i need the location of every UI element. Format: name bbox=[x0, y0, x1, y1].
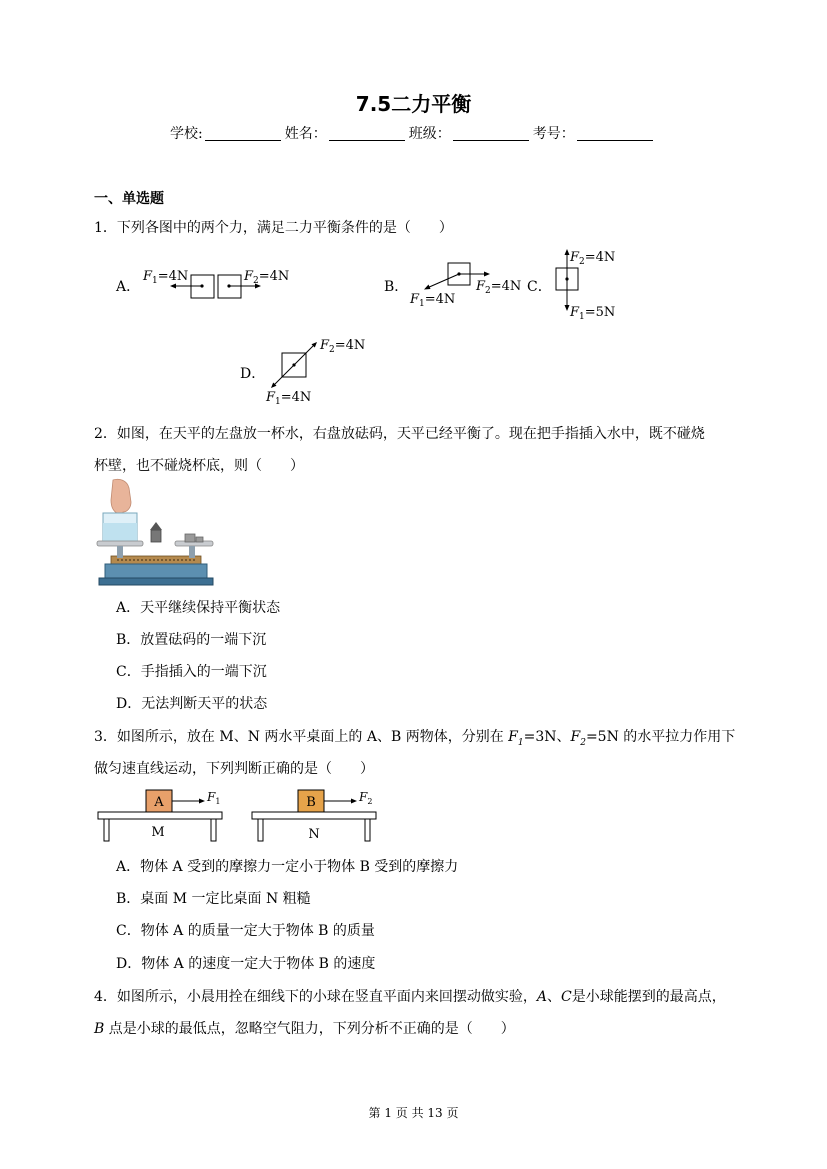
q3-diagram bbox=[96, 784, 382, 844]
table-m bbox=[98, 812, 222, 819]
school-label: 学校: bbox=[170, 126, 203, 142]
table-m-label: M bbox=[151, 825, 165, 840]
class-label: 班级： bbox=[408, 126, 451, 142]
fig-f1: $F_1$ bbox=[207, 790, 221, 806]
q3-stem-line1: 3．如图所示，放在 M、N 两水平桌面上的 A、B 两物体，分别在 $F_1=3N$、$F_2=5N$ 的水平拉力作用下 bbox=[94, 729, 736, 748]
block-a-label: A bbox=[154, 795, 164, 810]
q4-stem-line2: B 点是小球的最低点，忽略空气阻力，下列分析不正确的是（ ） bbox=[94, 1021, 515, 1037]
school-blank bbox=[205, 126, 281, 141]
q1-d-f2: $F_2=4N$ bbox=[320, 338, 366, 355]
q1-option-a-label: A． bbox=[116, 279, 141, 295]
q1-stem: 1．下列各图中的两个力，满足二力平衡条件的是（ ） bbox=[94, 220, 453, 236]
block-b-label: B bbox=[306, 795, 316, 810]
q1-a-f2: $F_2=4N$ bbox=[244, 269, 290, 286]
table-n bbox=[252, 812, 376, 819]
q2-option-c: C．手指插入的一端下沉 bbox=[116, 664, 267, 680]
q3-option-d: D．物体 A 的速度一定大于物体 B 的速度 bbox=[116, 956, 376, 972]
q1-d-f1: $F_1=4N$ bbox=[266, 390, 312, 407]
q1-option-b-label: B． bbox=[384, 279, 409, 295]
q3-option-b: B．桌面 M 一定比桌面 N 粗糙 bbox=[116, 891, 311, 907]
q1-b-f1: $F_1=4N$ bbox=[410, 292, 456, 309]
q2-stem-line1: 2．如图，在天平的左盘放一杯水，右盘放砝码，天平已经平衡了。现在把手指插入水中，既不碰烧 bbox=[94, 426, 705, 442]
name-label: 姓名： bbox=[284, 126, 327, 142]
section-heading: 一、单选题 bbox=[94, 191, 164, 207]
q2-option-d: D．无法判断天平的状态 bbox=[116, 696, 268, 712]
page-footer: 第 1 页 共 13 页 bbox=[368, 1106, 459, 1120]
q2-stem-line2: 杯壁，也不碰烧杯底，则（ ） bbox=[94, 458, 304, 474]
q1-option-d-diagram bbox=[262, 334, 382, 410]
q1-b-f2: $F_2=4N$ bbox=[476, 279, 522, 296]
q1-option-b-diagram bbox=[405, 258, 530, 310]
exam-no-label: 考号： bbox=[532, 126, 575, 142]
q1-option-a-diagram bbox=[140, 258, 300, 306]
q1-c-f2: $F_2=4N$ bbox=[570, 250, 616, 267]
table-n-label: N bbox=[308, 827, 320, 842]
name-blank bbox=[329, 126, 405, 141]
q3-stem-line2: 做匀速直线运动，下列判断正确的是（ ） bbox=[94, 761, 374, 777]
q2-balance-image bbox=[95, 478, 217, 588]
q1-option-d-label: D． bbox=[240, 366, 266, 382]
class-blank bbox=[453, 126, 529, 141]
q1-a-f1: $F_1=4N$ bbox=[143, 269, 189, 286]
q3-option-a: A．物体 A 受到的摩擦力一定小于物体 B 受到的摩擦力 bbox=[116, 859, 459, 875]
q1-option-c-label: C． bbox=[527, 279, 552, 295]
q3-option-c: C．物体 A 的质量一定大于物体 B 的质量 bbox=[116, 923, 375, 939]
q1-option-c-diagram bbox=[550, 246, 625, 324]
q4-stem-line1: 4．如图所示，小晨用拴在细线下的小球在竖直平面内来回摆动做实验，A、C是小球能摆到的最高点， bbox=[94, 989, 726, 1005]
q2-option-b: B．放置砝码的一端下沉 bbox=[116, 632, 267, 648]
exam-no-blank bbox=[577, 126, 653, 141]
page-title: 7.5二力平衡 bbox=[355, 92, 472, 116]
q2-option-a: A．天平继续保持平衡状态 bbox=[116, 600, 281, 616]
student-info-line bbox=[170, 123, 657, 143]
fig-f2: $F_2$ bbox=[359, 790, 373, 806]
q1-c-f1: $F_1=5N$ bbox=[570, 305, 616, 322]
